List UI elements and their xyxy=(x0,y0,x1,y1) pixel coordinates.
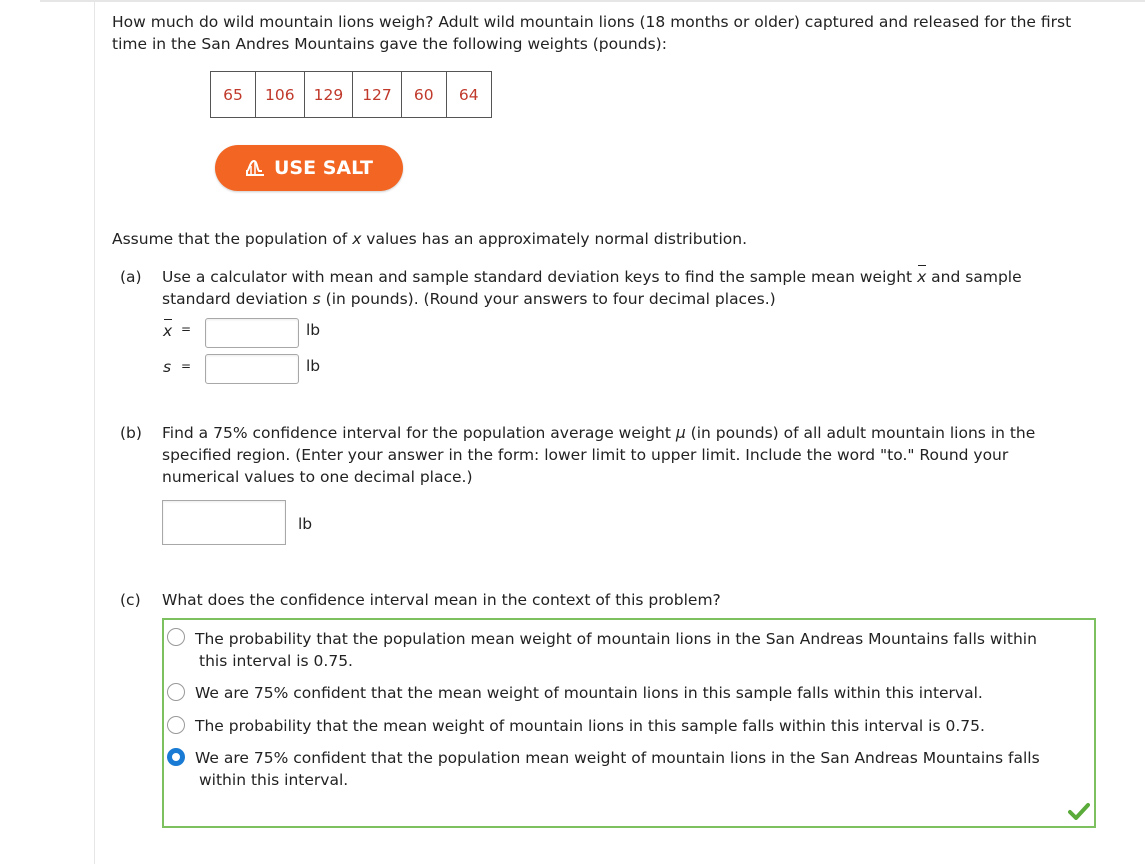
part-a-line2-pre: standard deviation xyxy=(162,290,313,308)
sample-sd-input[interactable] xyxy=(205,354,299,384)
part-b-label: (b) xyxy=(120,424,142,442)
left-divider xyxy=(94,0,95,864)
xbar-symbol: x xyxy=(917,268,927,286)
weights-table xyxy=(210,71,492,118)
confidence-interval-input[interactable] xyxy=(162,500,286,545)
s-equals: = xyxy=(181,359,192,373)
sample-mean-unit: lb xyxy=(306,321,321,339)
intro-line-1: How much do wild mountain lions weigh? Adult wild mountain lions (18 months or older) captured and released for the first xyxy=(112,13,1072,31)
part-b-line3: numerical values to one decimal place.) xyxy=(162,468,473,486)
mu-symbol: μ xyxy=(675,424,686,442)
assumption-pre: Assume that the population of xyxy=(112,230,353,248)
part-b-line1-pre: Find a 75% confidence interval for the population average weight xyxy=(162,424,676,442)
option-3-text[interactable]: The probability that the mean weight of mountain lions in this sample falls within this interval is 0.75. xyxy=(195,717,985,735)
weight-cell: 129 xyxy=(304,72,353,118)
assumption-post: values has an approximately normal distribution. xyxy=(361,230,748,248)
use-salt-label: USE SALT xyxy=(273,157,374,179)
part-a-label: (a) xyxy=(120,268,142,286)
weight-cell: 106 xyxy=(256,72,305,118)
top-divider xyxy=(40,0,1145,2)
weight-cell: 60 xyxy=(401,72,446,118)
salt-distribution-icon xyxy=(245,159,265,177)
assumption-var: x xyxy=(352,230,362,248)
s-label: s xyxy=(163,358,172,376)
s-symbol: s xyxy=(312,290,321,308)
weight-cell: 64 xyxy=(446,72,491,118)
option-4-radio-selected[interactable] xyxy=(167,748,185,766)
option-3-radio[interactable] xyxy=(167,716,185,734)
part-b-line2: specified region. (Enter your answer in the form: lower limit to upper limit. Include the word "to." Round your xyxy=(162,446,1009,464)
option-4[interactable] xyxy=(195,747,1040,791)
weight-cell: 127 xyxy=(353,72,402,118)
part-b-text xyxy=(162,422,1035,488)
part-a-line1-post: and sample xyxy=(926,268,1022,286)
use-salt-button[interactable] xyxy=(215,145,403,191)
option-1[interactable] xyxy=(195,628,1037,672)
part-b-line1-post: (in pounds) of all adult mountain lions in the xyxy=(685,424,1036,442)
intro-line-2: time in the San Andres Mountains gave the following weights (pounds): xyxy=(112,35,667,53)
option-2-text[interactable]: We are 75% confident that the mean weight of mountain lions in this sample falls within this interval. xyxy=(195,684,983,702)
part-a-text xyxy=(162,266,1022,310)
option-4-text-cont: within this interval. xyxy=(199,771,349,789)
part-a-line1-pre: Use a calculator with mean and sample standard deviation keys to find the sample mean weight xyxy=(162,268,918,286)
option-4-text: We are 75% confident that the population mean weight of mountain lions in the San Andreas Mountains falls xyxy=(195,749,1040,767)
weight-cell: 65 xyxy=(211,72,256,118)
confidence-interval-unit: lb xyxy=(298,515,313,533)
part-c-label: (c) xyxy=(120,591,141,609)
option-1-text: The probability that the population mean weight of mountain lions in the San Andreas Mountains falls within xyxy=(195,630,1037,648)
option-1-radio[interactable] xyxy=(167,628,185,646)
correct-check-icon xyxy=(1068,802,1090,820)
option-2-radio[interactable] xyxy=(167,683,185,701)
xbar-equals: = xyxy=(181,322,192,336)
question-intro xyxy=(112,11,1071,55)
sample-mean-input[interactable] xyxy=(205,318,299,348)
part-c-prompt: What does the confidence interval mean in the context of this problem? xyxy=(162,591,721,609)
xbar-label: x xyxy=(163,322,173,340)
part-a-line2-post: (in pounds). (Round your answers to four decimal places.) xyxy=(320,290,776,308)
sample-sd-unit: lb xyxy=(306,357,321,375)
assumption-text xyxy=(112,228,747,250)
option-1-text-cont: this interval is 0.75. xyxy=(199,652,353,670)
